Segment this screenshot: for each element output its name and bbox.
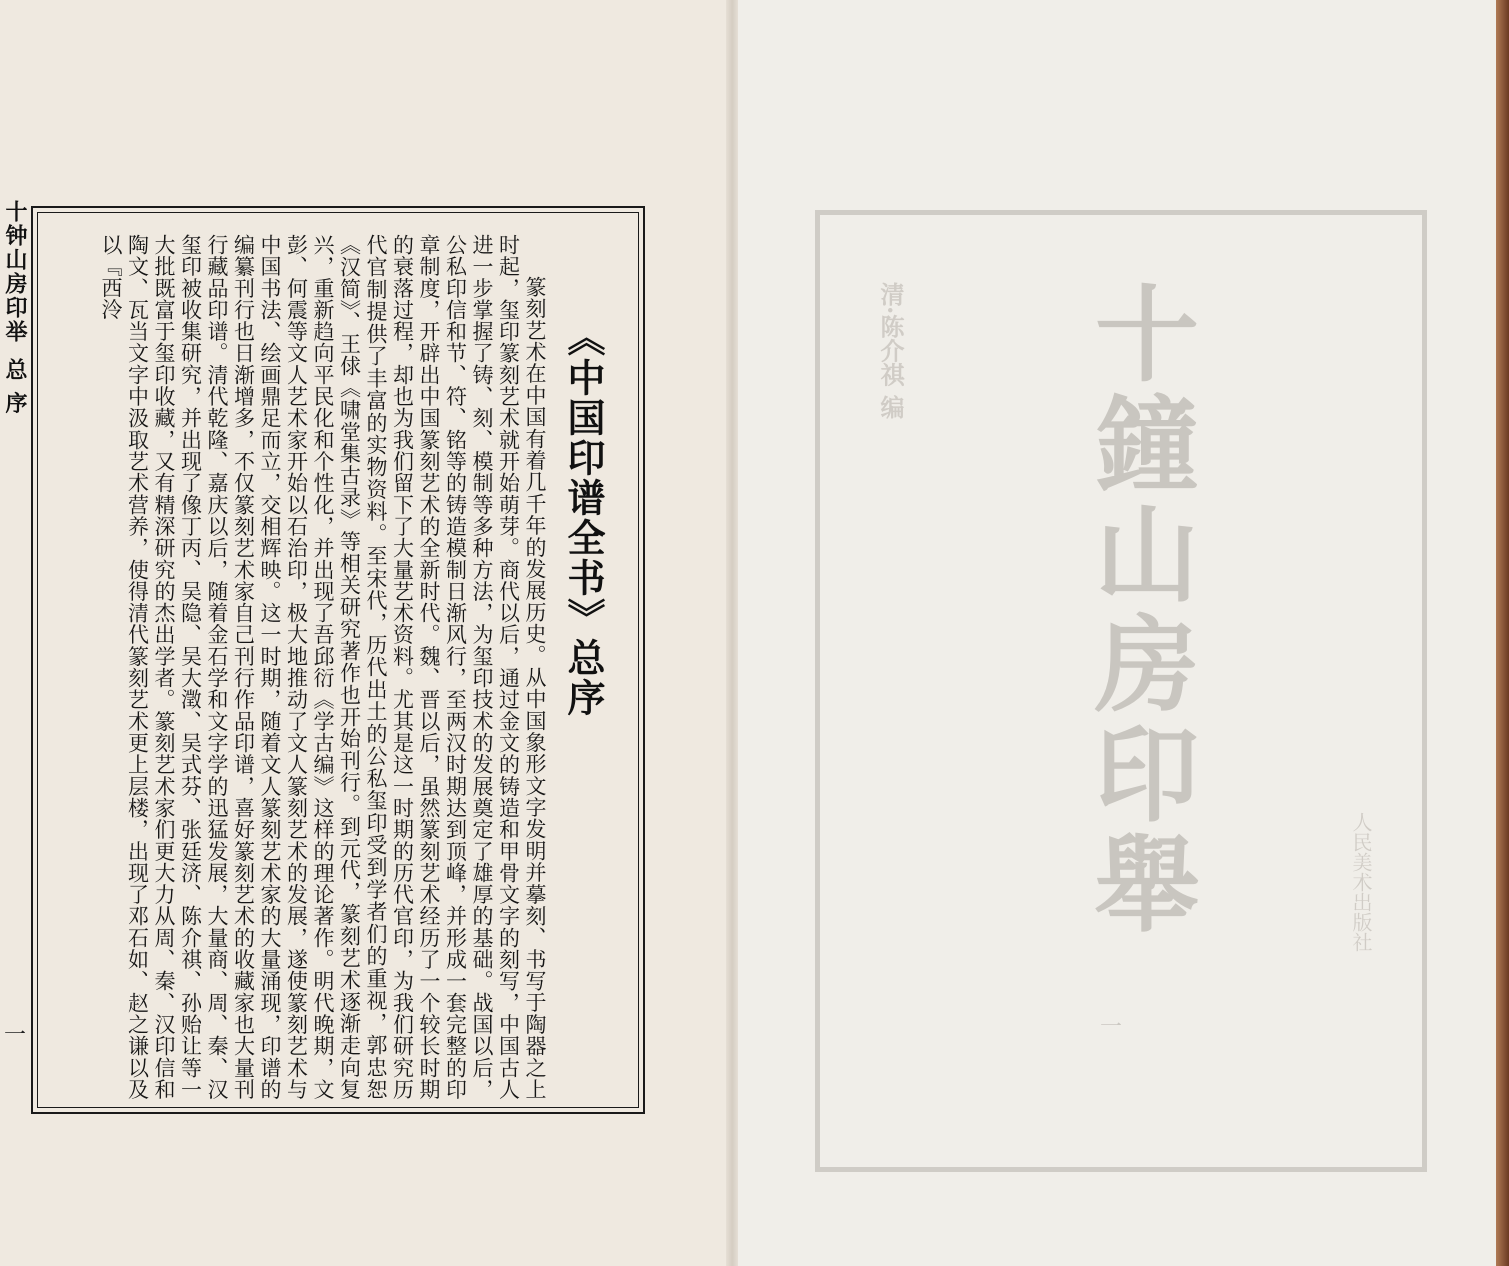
page-title: 《中国印谱全书》总序 — [561, 318, 606, 718]
page-number: 一 — [4, 1023, 27, 1048]
body-text — [56, 234, 548, 1100]
ghost-title: 十鐘山房印舉 — [1077, 280, 1200, 940]
body-paragraph: 篆刻艺术在中国有着几千年的发展历史。从中国象形文字发明并摹刻、书写于陶器之上时起，玺印篆刻艺术就开始萌芽。商代以后，通过金文的铸造和甲骨文字的刻写，中国古人进一步掌握了铸、刻、模制等多种方法，为玺印技术的发展奠定了雄厚的基础。战国以后，公私印信和节、符、铭等的铸造模制日渐风行，至两汉时期达到顶峰，并形成一套完整的印章制度，开辟出中国篆刻艺术的全新时代。魏、晋以后，虽然篆刻艺术经历了一个较长时期的衰落过程，却也为我们留下了大量艺术资料。尤其是这一时期的历代官印，为我们研究历代官制提供了丰富的实物资料。至宋代，历代出土的公私玺印受到学者们的重视，郭忠恕《汉简》、王俅《啸堂集古录》等相关研究著作也开始刊行。到元代，篆刻艺术逐渐走向复兴，重新趋向平民化和个性化，并出现了吾邱衍《学古编》这样的理论著作。明代晚期，文彭、何震等文人艺术家开始以石治印，极大地推动了文人篆刻艺术的发展，遂使篆刻艺术与中国书法、绘画鼎足而立，交相辉映。这一时期，随着文人篆刻艺术家的大量涌现，印谱的编纂刊行也日渐增多，不仅篆刻艺术家自己刊行作品印谱，喜好篆刻艺术的收藏家也大量刊行藏品印谱。清代乾隆、嘉庆以后，随着金石学和文字学的迅猛发展，大量商、周、秦、汉玺印被收集研究，并出现了像丁丙、吴隐、吴大澂、吴式芬、张廷济、陈介祺、孙贻让等一大批既富于玺印收藏，又有精深研究的杰出学者。篆刻艺术家们更大力从周、秦、汉印信和陶文、瓦当文字中汲取艺术营养，使得清代篆刻艺术更上层楼，出现了邓石如、赵之谦以及以『西泠 — [99, 234, 547, 1100]
running-head — [0, 200, 28, 460]
running-head-section: 总 序 — [2, 358, 28, 416]
ghost-volume: 一 — [1100, 1015, 1123, 1040]
ghost-publisher: 人民美术出版社 — [1349, 812, 1373, 952]
running-head-title: 十钟山房印举 — [2, 200, 28, 344]
cover-edge — [1496, 0, 1509, 1266]
ghost-author: 清·陈介祺 编 — [876, 282, 905, 419]
